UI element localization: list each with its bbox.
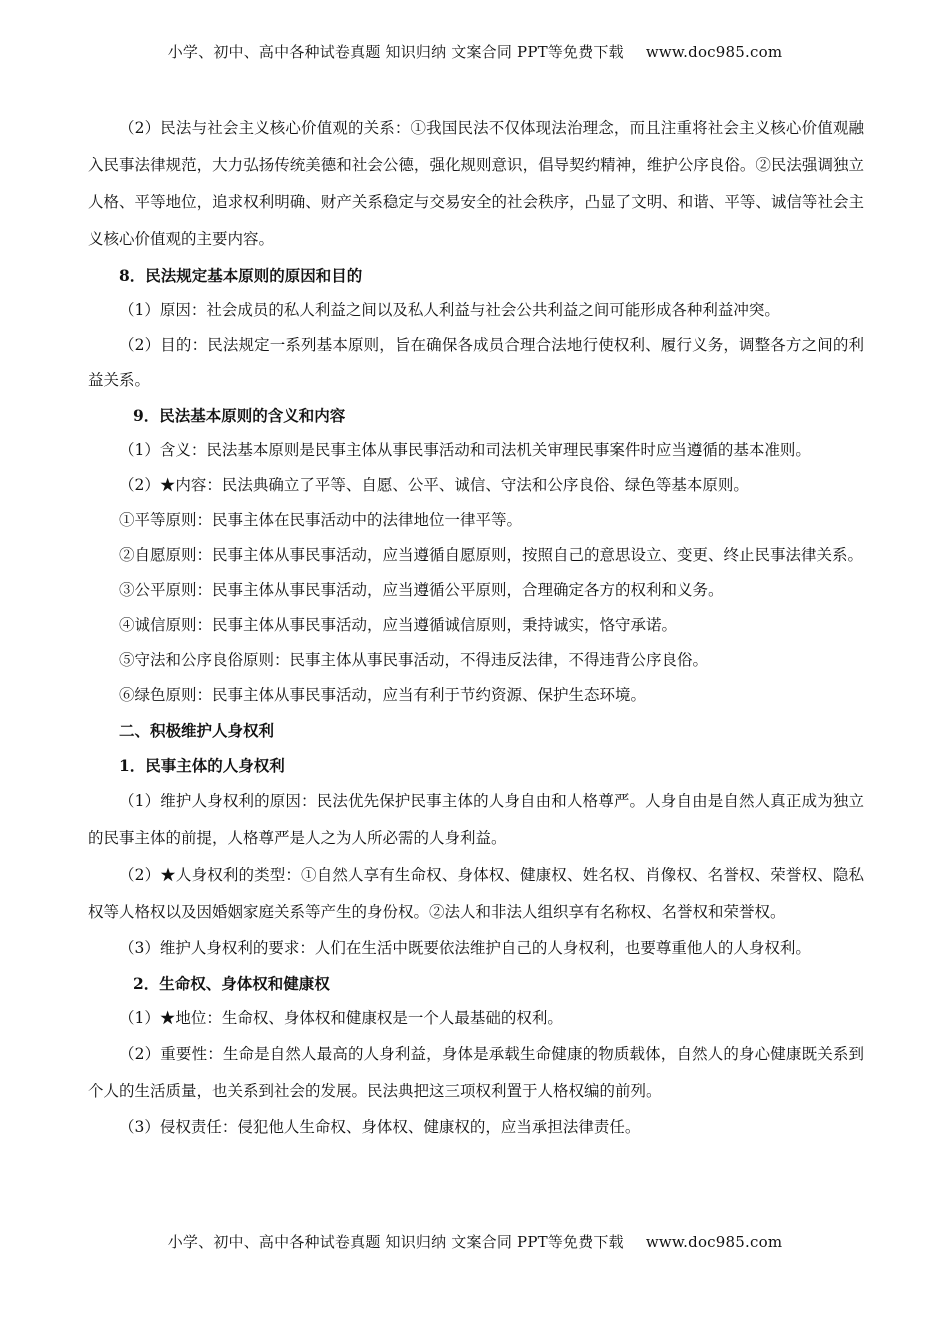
- paragraph-rights-requirement: （3）维护人身权利的要求：人们在生活中既要依法维护自己的人身权利，也要尊重他人的人身权利。: [119, 939, 811, 957]
- header-text: 小学、初中、高中各种试卷真题 知识归纳 文案合同 PPT等免费下载: [167, 43, 624, 61]
- footer-url[interactable]: www.doc985.com: [645, 1233, 783, 1251]
- heading-principles-reason-purpose: 8．民法规定基本原则的原因和目的: [119, 266, 363, 285]
- footer-text: 小学、初中、高中各种试卷真题 知识归纳 文案合同 PPT等免费下载: [167, 1233, 624, 1251]
- header-url[interactable]: www.doc985.com: [645, 43, 783, 61]
- paragraph-green: ⑥绿色原则：民事主体从事民事活动，应当有利于节约资源、保护生态环境。: [119, 686, 647, 704]
- paragraph-reason: （1）原因：社会成员的私人利益之间以及私人利益与社会公共利益之间可能形成各种利益冲突。: [119, 301, 780, 319]
- heading-principles-meaning-content: 9．民法基本原则的含义和内容: [133, 406, 346, 425]
- paragraph-meaning: （1）含义：民法基本原则是民事主体从事民事活动和司法机关审理民事案件时应当遵循的基本准则。: [119, 441, 811, 459]
- paragraph-importance: （2）重要性：生命是自然人最高的人身利益，身体是承载生命健康的物质载体，自然人的身心健康既关系到个人的生活质量，也关系到社会的发展。民法典把这三项权利置于人格权编的前列。: [88, 1045, 864, 1100]
- heading-life-body-health: 2．生命权、身体权和健康权: [133, 974, 330, 993]
- paragraph-values-relation: （2）民法与社会主义核心价值观的关系：①我国民法不仅体现法治理念，而且注重将社会主义核心价值观融入民事法律规范，大力弘扬传统美德和社会公德，强化规则意识，倡导契约精神，维护公序良俗。②民法强调独立人格、平等地位，追求权利明确、财产关系稳定与交易安全的社会秩序，凸显了文明、和谐、平等、诚信等社会主义核心价值观的主要内容。: [88, 119, 864, 248]
- paragraph-equality: ①平等原则：民事主体在民事活动中的法律地位一律平等。: [119, 511, 523, 529]
- paragraph-good-faith: ④诚信原则：民事主体从事民事活动，应当遵循诚信原则，秉持诚实，恪守承诺。: [119, 616, 678, 634]
- heading-section-two: 二、积极维护人身权利: [119, 721, 275, 740]
- paragraph-status: （1）★地位：生命权、身体权和健康权是一个人最基础的权利。: [119, 1009, 563, 1027]
- paragraph-fairness: ③公平原则：民事主体从事民事活动，应当遵循公平原则，合理确定各方的权利和义务。: [119, 581, 724, 599]
- paragraph-content: （2）★内容：民法典确立了平等、自愿、公平、诚信、守法和公序良俗、绿色等基本原则。: [119, 476, 749, 494]
- paragraph-law-public-order: ⑤守法和公序良俗原则：民事主体从事民事活动，不得违反法律，不得违背公序良俗。: [119, 651, 709, 669]
- paragraph-liability: （3）侵权责任：侵犯他人生命权、身体权、健康权的，应当承担法律责任。: [119, 1118, 641, 1136]
- paragraph-purpose: （2）目的：民法规定一系列基本原则，旨在确保各成员合理合法地行使权利、履行义务，调整各方之间的利益关系。: [88, 336, 864, 389]
- paragraph-rights-types: （2）★人身权利的类型：①自然人享有生命权、身体权、健康权、姓名权、肖像权、名誉权、荣誉权、隐私权等人格权以及因婚姻家庭关系等产生的身份权。②法人和非法人组织享有名称权、名誉权和荣誉权。: [88, 866, 864, 921]
- page-footer: [0, 1231, 950, 1252]
- document-body: [88, 110, 864, 1145]
- heading-personal-rights: 1．民事主体的人身权利: [119, 756, 285, 775]
- page-header: [0, 41, 950, 62]
- paragraph-voluntariness: ②自愿原则：民事主体从事民事活动，应当遵循自愿原则，按照自己的意思设立、变更、终止民事法律关系。: [119, 546, 864, 564]
- paragraph-rights-reason: （1）维护人身权利的原因：民法优先保护民事主体的人身自由和人格尊严。人身自由是自然人真正成为独立的民事主体的前提，人格尊严是人之为人所必需的人身利益。: [88, 792, 864, 847]
